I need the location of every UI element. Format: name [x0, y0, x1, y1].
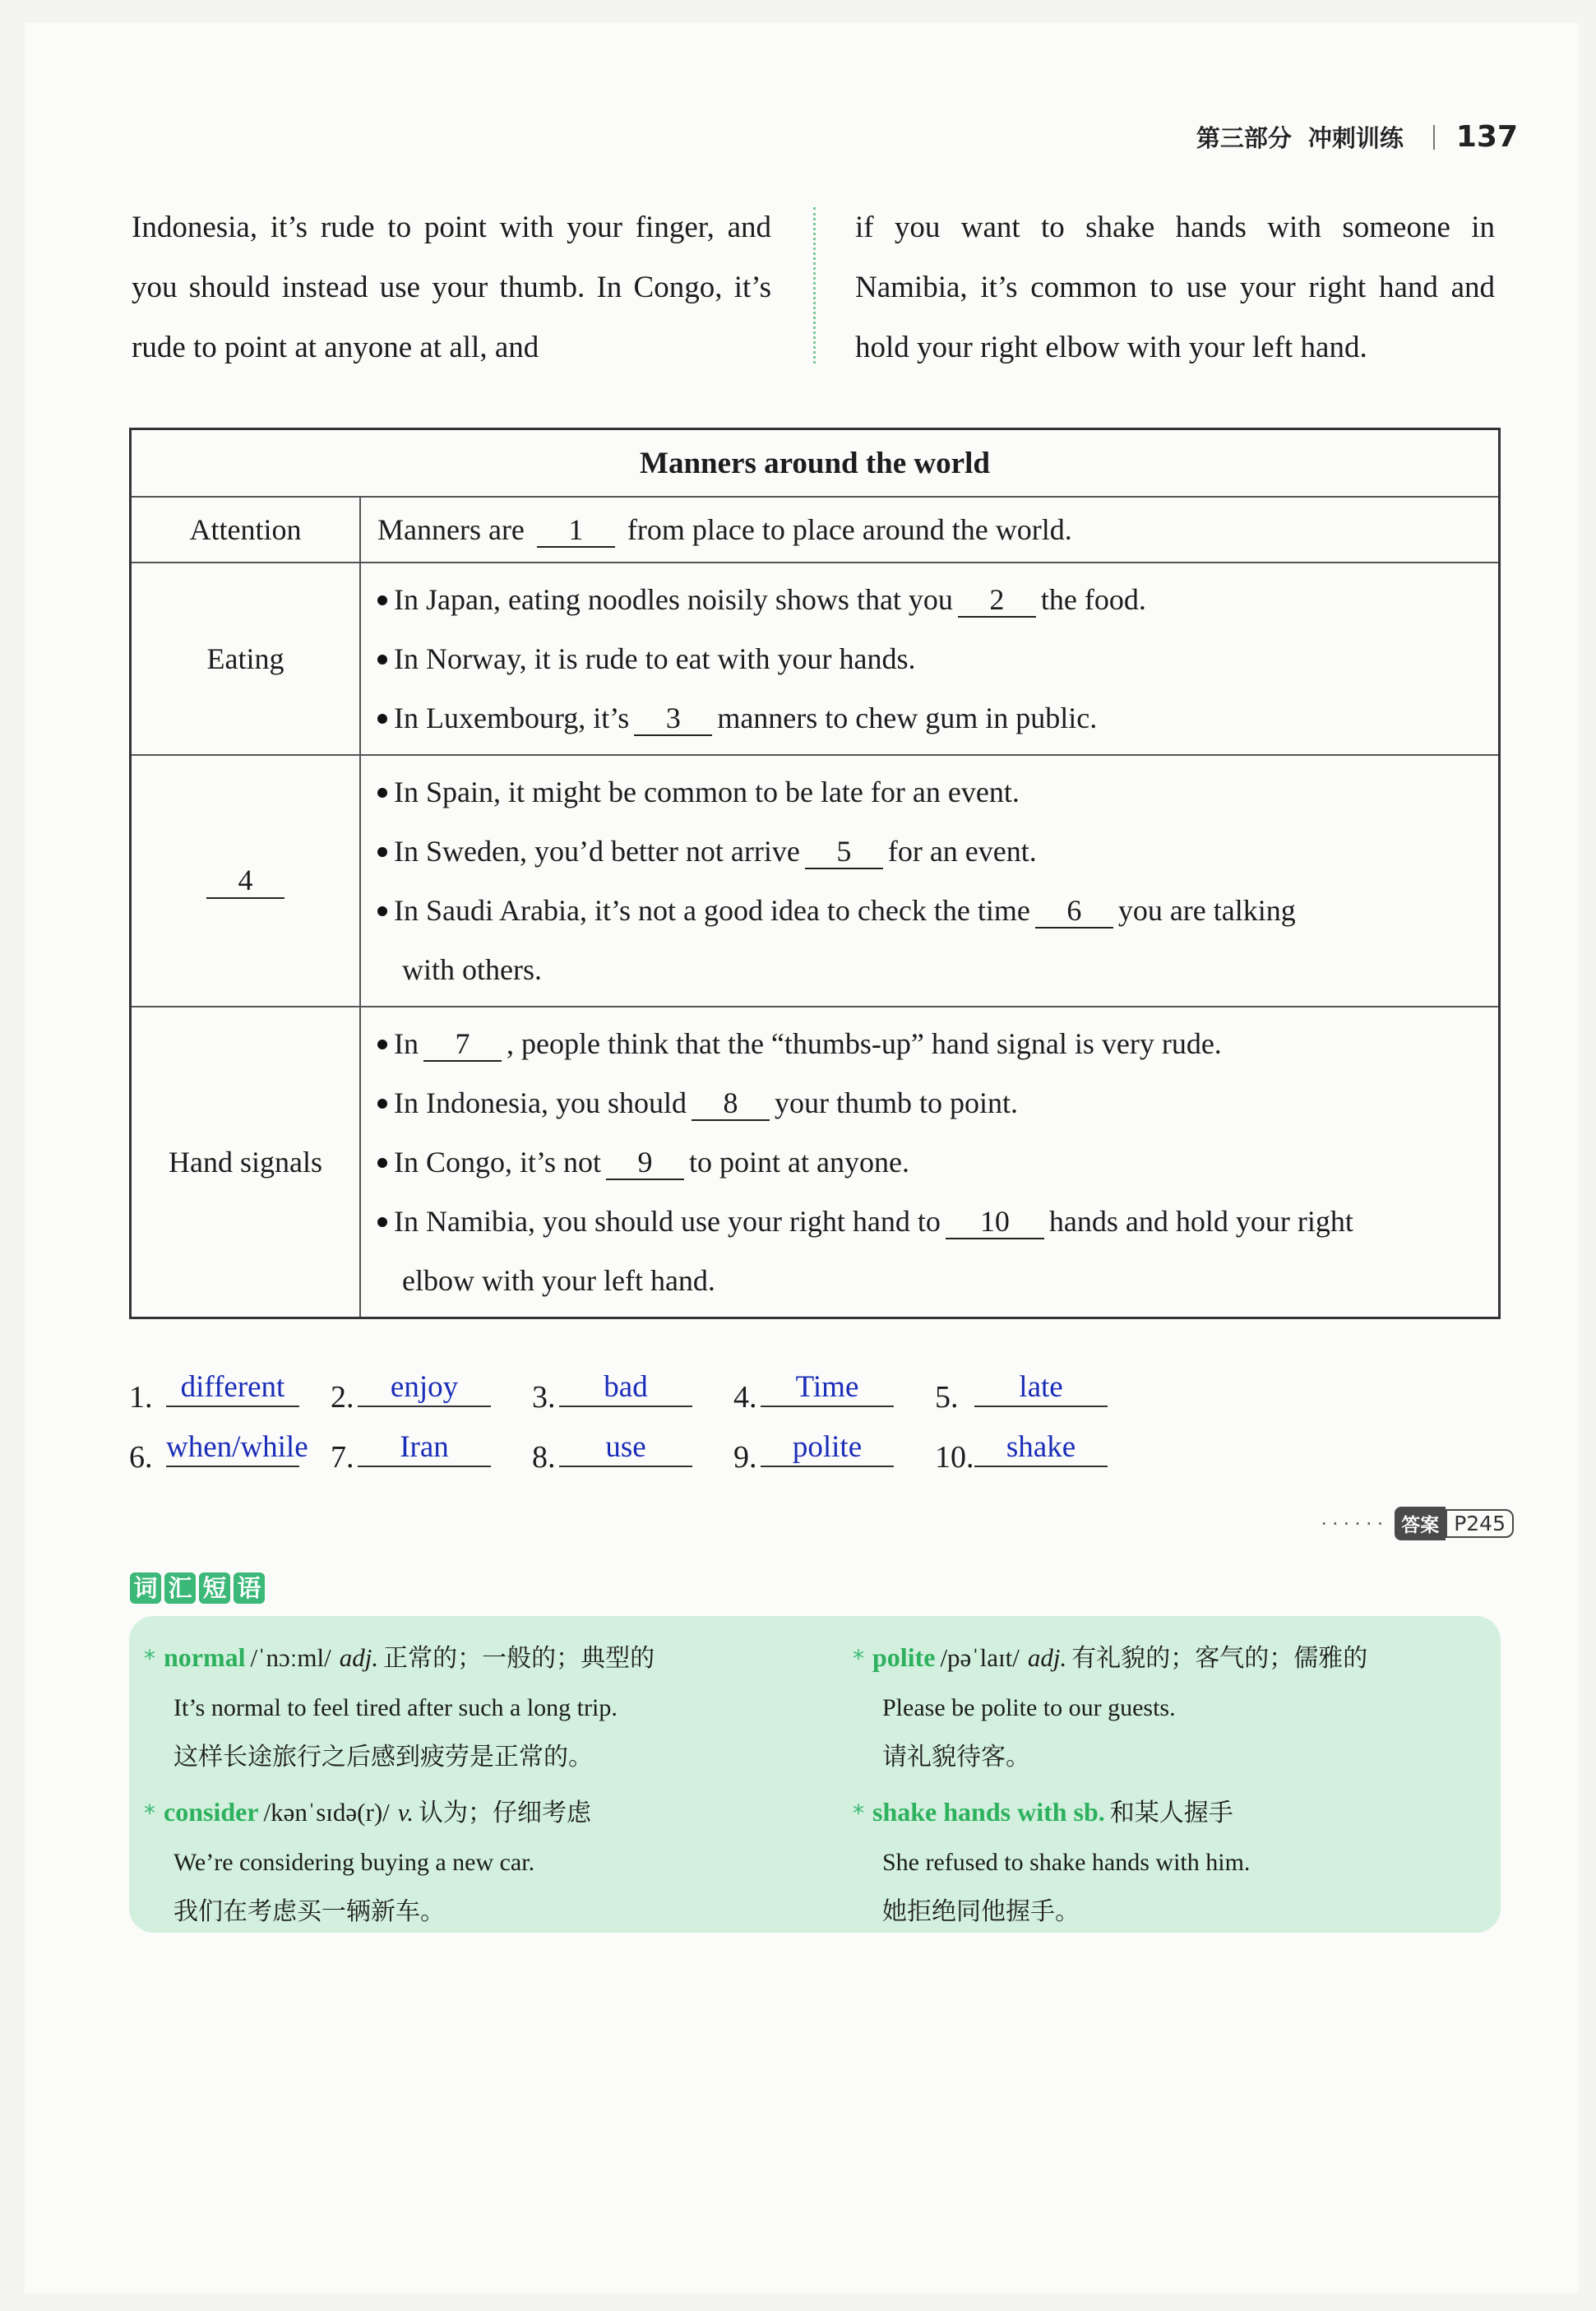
- vocab-entry: * normal /ˈnɔːml/ adj. 正常的；一般的；典型的 It’s normal to feel tired after such a long trip. 这样长途旅行之后感到疲劳是正常的。: [144, 1633, 802, 1782]
- list-item: In Saudi Arabia, it’s not a good idea to check the time 6 you are talking: [377, 881, 1483, 940]
- bullet-icon: [377, 655, 387, 665]
- answer-value: when/while: [166, 1429, 299, 1467]
- vocab-entry: * polite /pəˈlaɪt/ adj. 有礼貌的；客气的；儒雅的 Please be polite to our guests. 请礼貌待客。: [853, 1633, 1510, 1782]
- list-item: In 7 , people think that the “thumbs-up” hand signal is very rude.: [377, 1014, 1483, 1073]
- time-content: [360, 755, 1500, 1007]
- page-header: [1196, 120, 1518, 154]
- bullet-icon: [377, 1040, 387, 1049]
- bullet-icon: [377, 906, 387, 916]
- manners-table: [129, 428, 1501, 1319]
- hand-signals-content: [360, 1007, 1500, 1318]
- row-label-attention: Attention: [131, 497, 361, 563]
- header-divider: [1433, 125, 1435, 150]
- answer-value: different: [166, 1369, 299, 1407]
- vocab-translation: 她拒绝同他握手。: [882, 1897, 1080, 1926]
- vocab-entry: * consider /kənˈsɪdə(r)/ v. 认为；仔细考虑 We’re considering buying a new car. 我们在考虑买一辆新车。: [144, 1787, 802, 1937]
- vocab-column-right: [853, 1633, 1510, 1942]
- star-icon: *: [144, 1645, 155, 1672]
- bullet-icon: [377, 1099, 387, 1109]
- bullet-icon: [377, 1158, 387, 1168]
- table-row: [131, 1007, 1500, 1318]
- page-number: 137: [1455, 120, 1518, 154]
- list-item: In Norway, it is rude to eat with your hands.: [377, 629, 1483, 688]
- list-item: In Congo, it’s not 9 to point at anyone.: [377, 1132, 1483, 1192]
- vocab-translation: 请礼貌待客。: [882, 1743, 1030, 1771]
- vocab-example: It’s normal to feel tired after such a long trip.: [173, 1694, 618, 1721]
- list-item-continuation: elbow with your left hand.: [402, 1264, 715, 1297]
- blank-4: 4: [206, 863, 285, 899]
- table-row: [131, 563, 1500, 755]
- vocab-example: She refused to shake hands with him.: [882, 1849, 1251, 1876]
- answer-value: shake: [974, 1429, 1108, 1467]
- answer-value: bad: [559, 1369, 692, 1407]
- row-label-eating: Eating: [131, 563, 361, 755]
- passage-right-column: if you want to shake hands with someone in Namibia, it’s common to use your right hand and hold your right elbow with your left hand.: [855, 211, 1495, 364]
- blank-9: 9: [606, 1146, 684, 1180]
- blank-8: 8: [692, 1086, 770, 1121]
- vocab-entry: * shake hands with sb. 和某人握手 She refused to shake hands with him. 她拒绝同他握手。: [853, 1787, 1510, 1937]
- blank-1: 1: [537, 513, 615, 548]
- subsection-title: 冲刺训练: [1307, 124, 1404, 152]
- column-divider: [813, 207, 816, 364]
- passage-left-column: Indonesia, it’s rude to point with your finger, and you should instead use your thumb. In Congo, it’s rude to point at anyone at all, and: [132, 211, 771, 364]
- answer-value: Iran: [358, 1429, 491, 1467]
- table-title: Manners around the world: [131, 429, 1500, 498]
- attention-content: Manners are 1 from place to place around the world.: [360, 497, 1500, 563]
- answer-value: enjoy: [358, 1369, 491, 1407]
- list-item: In Sweden, you’d better not arrive 5 for an event.: [377, 822, 1483, 881]
- bullet-icon: [377, 595, 387, 605]
- bullet-icon: [377, 1217, 387, 1227]
- vocab-example: We’re considering buying a new car.: [173, 1849, 535, 1876]
- blank-7: 7: [423, 1027, 502, 1062]
- vocab-translation: 这样长途旅行之后感到疲劳是正常的。: [173, 1743, 593, 1771]
- list-item: In Luxembourg, it’s 3 manners to chew gum in public.: [377, 688, 1483, 748]
- blank-10: 10: [946, 1205, 1044, 1239]
- star-icon: *: [853, 1645, 864, 1672]
- table-row: [131, 755, 1500, 1007]
- list-item: In Namibia, you should use your right hand to 10 hands and hold your right: [377, 1192, 1483, 1251]
- blank-6: 6: [1035, 894, 1113, 929]
- blank-2: 2: [958, 583, 1036, 618]
- answer-page-reference[interactable]: [1321, 1507, 1514, 1540]
- vocab-translation: 我们在考虑买一辆新车。: [173, 1897, 445, 1926]
- vocab-heading: 词 汇 短 语: [130, 1572, 265, 1604]
- vocab-column-left: [144, 1633, 802, 1942]
- row-label-hand-signals: Hand signals: [131, 1007, 361, 1318]
- blank-5: 5: [805, 835, 883, 869]
- vocab-example: Please be polite to our guests.: [882, 1694, 1176, 1721]
- list-item-continuation: with others.: [402, 953, 542, 986]
- list-item: In Spain, it might be common to be late for an event.: [377, 762, 1483, 822]
- table-row: [131, 497, 1500, 563]
- row-label-blank-4: [131, 755, 361, 1007]
- vocab-box: [129, 1616, 1501, 1933]
- answer-tag: 答案: [1395, 1507, 1446, 1540]
- eating-content: [360, 563, 1500, 755]
- bullet-icon: [377, 847, 387, 857]
- bullet-icon: [377, 788, 387, 798]
- passage-columns: [132, 197, 1500, 370]
- leader-dots: ······: [1321, 1512, 1389, 1535]
- answer-page: P245: [1446, 1509, 1514, 1538]
- answer-value: polite: [761, 1429, 894, 1467]
- star-icon: *: [853, 1799, 864, 1827]
- list-item: In Japan, eating noodles noisily shows that you 2 the food.: [377, 570, 1483, 629]
- blank-3: 3: [634, 702, 712, 736]
- answer-value: late: [974, 1369, 1108, 1407]
- bullet-icon: [377, 714, 387, 724]
- star-icon: *: [144, 1799, 155, 1827]
- answer-value: use: [559, 1429, 692, 1467]
- answer-value: Time: [761, 1369, 894, 1407]
- section-title: 第三部分: [1196, 124, 1292, 152]
- list-item: In Indonesia, you should 8 your thumb to point.: [377, 1073, 1483, 1132]
